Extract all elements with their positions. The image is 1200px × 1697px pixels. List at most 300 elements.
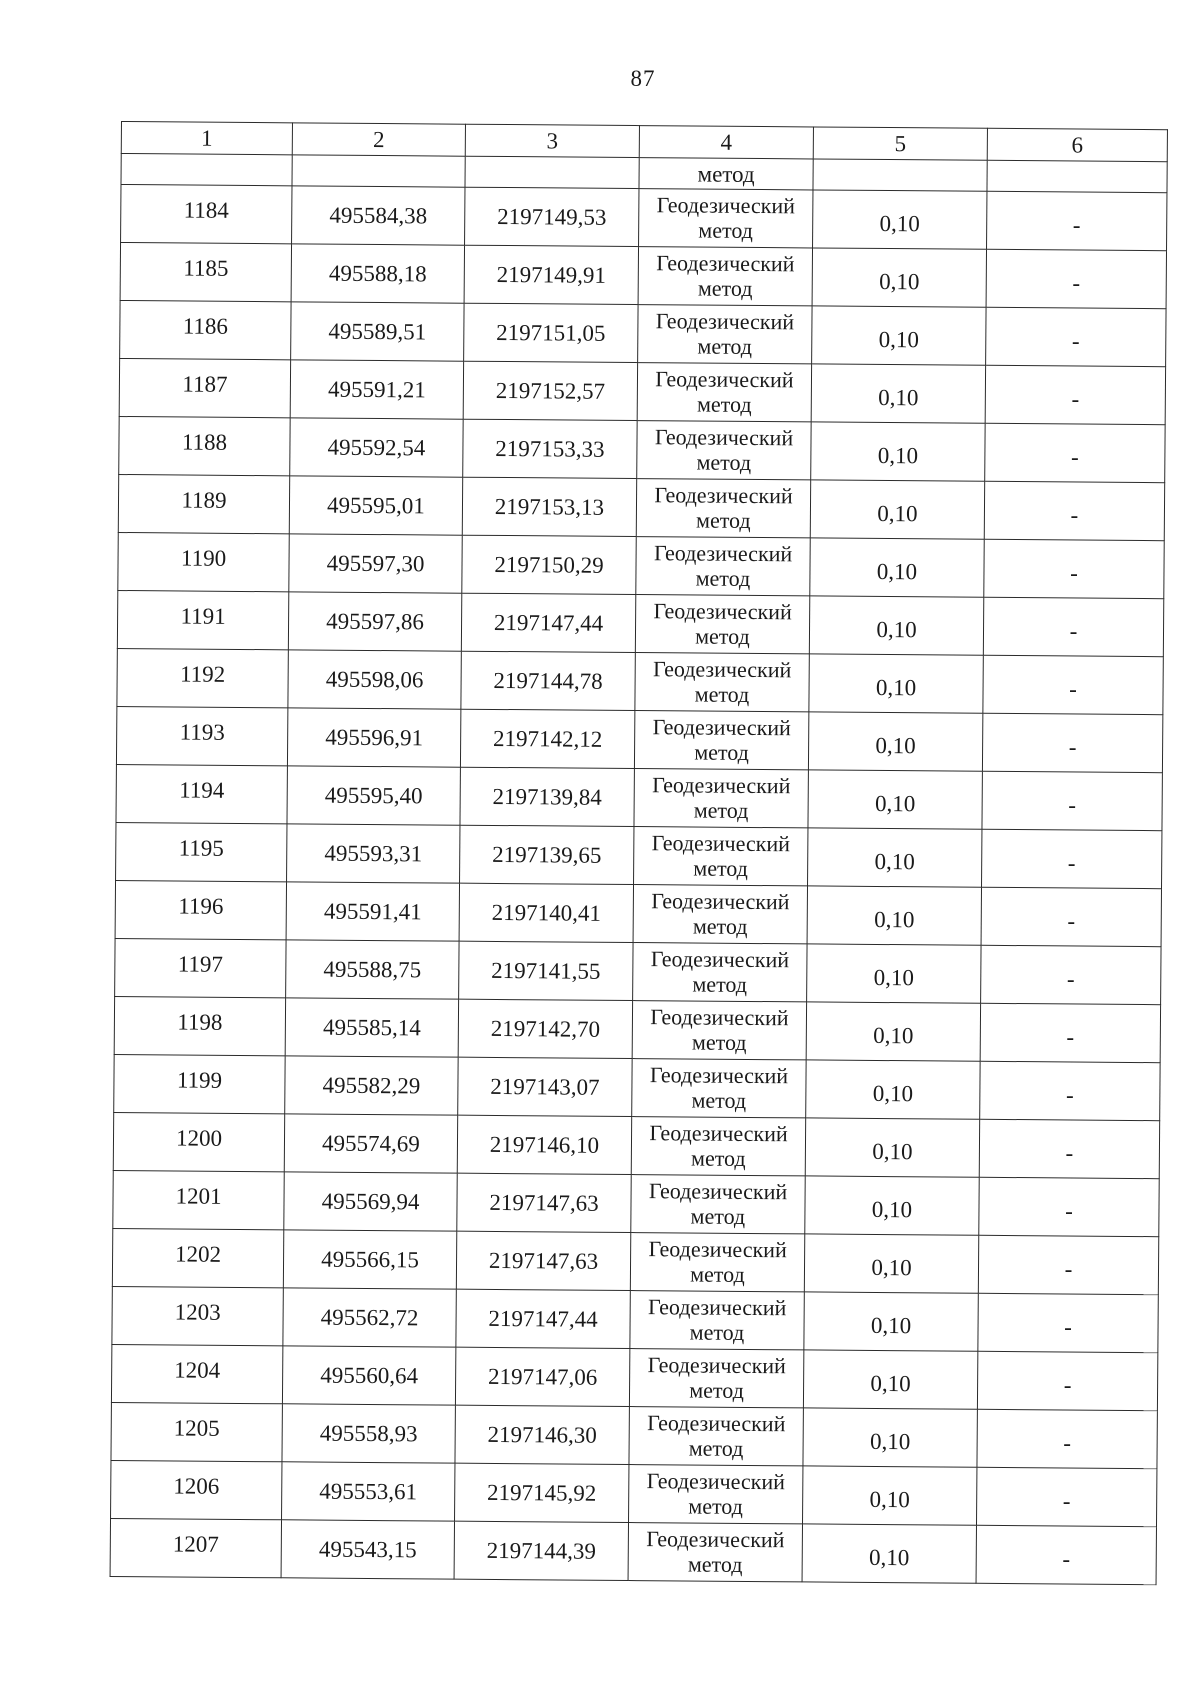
point-number-cell-text: 1189 — [181, 487, 227, 513]
point-number-cell — [114, 996, 285, 1055]
point-number-cell-text: 1185 — [183, 255, 229, 281]
coordinate-x-cell-text: 495589,51 — [328, 318, 427, 345]
point-number-cell-text: 1202 — [175, 1241, 222, 1267]
coordinate-x-cell-text: 495558,93 — [319, 1420, 418, 1447]
note-cell — [977, 1351, 1157, 1410]
point-number-cell — [116, 764, 287, 823]
accuracy-cell — [803, 1466, 977, 1525]
method-line-2: метод — [695, 565, 751, 591]
accuracy-cell-text: 0,10 — [869, 1544, 910, 1571]
method-line-2: метод — [697, 275, 753, 301]
note-cell-text: - — [1070, 502, 1079, 528]
coordinate-y-cell — [462, 477, 636, 536]
accuracy-cell — [809, 596, 983, 655]
point-number-cell-text: 1197 — [177, 951, 224, 977]
table-body — [110, 122, 1167, 1585]
table-row — [111, 1460, 1157, 1526]
note-cell — [980, 1003, 1160, 1062]
coordinates-table — [110, 121, 1168, 1585]
table-row — [111, 1402, 1157, 1468]
method-cell — [629, 1349, 803, 1408]
method-line-1: Геодезический — [655, 365, 794, 392]
accuracy-cell — [812, 248, 986, 307]
coordinate-y-cell-text: 2197147,63 — [489, 1189, 599, 1216]
table-row — [119, 358, 1165, 424]
note-cell — [983, 597, 1163, 656]
method-cell — [630, 1291, 804, 1350]
accuracy-cell — [804, 1292, 978, 1351]
point-number-cell-text: 1184 — [183, 197, 229, 223]
method-line-1: Геодезический — [652, 713, 791, 740]
note-cell-text: - — [1072, 270, 1081, 296]
coordinate-x-cell-text: 495584,38 — [329, 202, 428, 229]
note-cell — [987, 191, 1167, 250]
method-line-1: Геодезический — [648, 1235, 787, 1262]
coordinate-x-cell-text: 495593,31 — [324, 840, 423, 867]
accuracy-cell — [811, 422, 985, 481]
continuation-cell-2 — [292, 155, 465, 187]
note-cell — [976, 1525, 1156, 1584]
note-cell-text: - — [1063, 1430, 1072, 1456]
accuracy-cell-text: 0,10 — [871, 1254, 912, 1281]
coordinate-y-cell — [459, 883, 633, 942]
accuracy-cell-text: 0,10 — [874, 906, 915, 933]
table-row — [121, 185, 1167, 251]
table-row — [116, 764, 1162, 830]
note-cell — [981, 887, 1161, 946]
continuation-cell-method: метод — [639, 158, 813, 190]
coordinate-x-cell — [292, 186, 465, 245]
point-number-cell — [120, 300, 291, 359]
continuation-cell-5 — [813, 159, 987, 191]
table-row — [115, 880, 1161, 946]
note-cell-text: - — [1068, 792, 1077, 818]
coordinate-x-cell-text: 495562,72 — [320, 1304, 419, 1331]
point-number-cell-text: 1194 — [179, 777, 225, 803]
coordinate-y-cell — [464, 245, 638, 304]
note-cell-text: - — [1066, 966, 1075, 992]
coordinate-y-cell-text: 2197149,53 — [497, 203, 607, 230]
coordinate-y-cell — [455, 1347, 629, 1406]
accuracy-cell-text: 0,10 — [876, 616, 917, 643]
table-row — [118, 532, 1164, 598]
accuracy-cell-text: 0,10 — [873, 964, 915, 991]
header-cell-2: 2 — [292, 123, 465, 156]
method-cell — [637, 421, 811, 480]
point-number-cell — [117, 648, 288, 707]
point-number-cell — [116, 822, 287, 881]
table-row — [118, 474, 1164, 540]
method-cell — [633, 885, 807, 944]
note-cell-text: - — [1063, 1372, 1072, 1398]
method-line-1: Геодезический — [647, 1409, 786, 1436]
accuracy-cell-text: 0,10 — [871, 1196, 913, 1223]
accuracy-cell-text: 0,10 — [878, 384, 919, 411]
method-line-2: метод — [691, 1087, 747, 1113]
coordinate-y-cell — [455, 1463, 629, 1522]
header-cell-5: 5 — [813, 127, 987, 160]
point-number-cell — [118, 532, 289, 591]
point-number-cell — [112, 1286, 283, 1345]
note-cell-text: - — [1064, 1256, 1073, 1282]
coordinate-x-cell-text: 495597,86 — [326, 608, 425, 635]
method-line-1: Геодезический — [650, 1003, 789, 1030]
accuracy-cell — [810, 480, 984, 539]
note-cell-text: - — [1062, 1488, 1071, 1514]
coordinate-x-cell-text: 495596,91 — [325, 724, 424, 751]
table-row — [112, 1286, 1158, 1352]
method-line-2: метод — [689, 1377, 744, 1403]
accuracy-cell — [805, 1176, 979, 1235]
point-number-cell-text: 1203 — [174, 1299, 221, 1325]
coordinate-x-cell-text: 495574,69 — [322, 1130, 420, 1157]
table-row — [120, 300, 1166, 366]
accuracy-cell-text: 0,10 — [872, 1080, 914, 1107]
coordinates-table-wrapper — [110, 121, 1167, 1585]
coordinate-y-cell — [464, 303, 638, 362]
coordinate-x-cell-text: 495588,75 — [323, 956, 422, 983]
table-row — [112, 1228, 1158, 1294]
coordinate-x-cell-text: 495569,94 — [321, 1188, 420, 1215]
point-number-cell-text: 1201 — [175, 1183, 222, 1209]
method-cell — [636, 479, 810, 538]
coordinate-y-cell — [458, 1057, 632, 1116]
method-line-2: метод — [697, 333, 753, 359]
method-line-2: метод — [698, 217, 754, 243]
method-line-1: Геодезический — [648, 1177, 788, 1204]
coordinate-y-cell — [463, 419, 637, 478]
coordinate-x-cell-text: 495553,61 — [319, 1478, 418, 1505]
method-line-1: Геодезический — [654, 423, 794, 450]
point-number-cell-text: 1190 — [180, 545, 227, 571]
coordinate-y-cell — [456, 1289, 630, 1348]
method-cell — [635, 595, 809, 654]
accuracy-cell — [808, 770, 982, 829]
method-line-2: метод — [690, 1203, 746, 1229]
coordinate-x-cell-text: 495543,15 — [318, 1536, 417, 1563]
coordinate-y-cell-text: 2197146,10 — [489, 1131, 600, 1158]
method-line-2: метод — [690, 1261, 745, 1287]
coordinate-x-cell — [287, 708, 460, 767]
accuracy-cell — [802, 1524, 976, 1583]
note-cell-text: - — [1069, 618, 1078, 644]
coordinate-x-cell — [290, 418, 463, 477]
point-number-cell-text: 1193 — [179, 719, 225, 745]
note-cell — [976, 1467, 1156, 1526]
method-cell — [636, 537, 810, 596]
accuracy-cell-text: 0,10 — [874, 790, 916, 817]
header-cell-4: 4 — [639, 126, 813, 159]
point-number-cell — [121, 185, 292, 244]
accuracy-cell — [805, 1118, 979, 1177]
accuracy-cell — [811, 364, 985, 423]
accuracy-cell-text: 0,10 — [879, 210, 920, 237]
accuracy-cell-text: 0,10 — [879, 268, 920, 295]
method-cell — [639, 189, 813, 248]
note-cell-text: - — [1069, 676, 1077, 702]
accuracy-cell — [806, 1060, 980, 1119]
coordinate-y-cell-text: 2197153,13 — [494, 493, 605, 520]
coordinate-y-cell-text: 2197151,05 — [496, 319, 606, 346]
method-cell — [632, 1059, 806, 1118]
note-cell — [977, 1409, 1157, 1468]
continuation-cell-6 — [987, 160, 1167, 192]
point-number-cell-text: 1205 — [173, 1415, 220, 1441]
note-cell-text: - — [1071, 328, 1080, 354]
method-line-2: метод — [692, 913, 748, 939]
accuracy-cell-text: 0,10 — [870, 1312, 912, 1339]
coordinate-y-cell — [458, 999, 632, 1058]
accuracy-cell — [808, 828, 982, 887]
point-number-cell — [111, 1402, 282, 1461]
accuracy-cell — [806, 1002, 980, 1061]
coordinate-y-cell-text: 2197146,30 — [487, 1421, 597, 1448]
point-number-cell-text: 1186 — [182, 313, 229, 339]
point-number-cell — [114, 1054, 285, 1113]
method-line-1: Геодезический — [655, 307, 795, 334]
note-cell — [981, 945, 1161, 1004]
method-line-2: метод — [691, 1029, 747, 1055]
point-number-cell — [120, 243, 291, 302]
method-cell — [631, 1117, 805, 1176]
point-number-cell — [119, 358, 290, 417]
coordinate-x-cell — [290, 360, 463, 419]
coordinate-x-cell-text: 495585,14 — [322, 1014, 421, 1041]
method-line-1: Геодезический — [650, 945, 790, 972]
point-number-cell — [118, 474, 289, 533]
note-cell-text: - — [1071, 386, 1080, 412]
table-row — [113, 1112, 1159, 1178]
coordinate-x-cell — [286, 940, 459, 999]
coordinate-x-cell — [291, 302, 464, 361]
point-number-cell-text: 1187 — [182, 371, 228, 397]
method-cell — [631, 1175, 805, 1234]
coordinate-x-cell — [289, 476, 462, 535]
accuracy-cell-text: 0,10 — [873, 1022, 914, 1049]
coordinate-y-cell — [460, 767, 634, 826]
point-number-cell — [110, 1518, 281, 1577]
method-cell — [635, 653, 809, 712]
accuracy-cell-text: 0,10 — [874, 848, 915, 875]
coordinate-y-cell-text: 2197139,84 — [492, 783, 602, 810]
note-cell — [983, 655, 1163, 714]
table-row — [114, 996, 1160, 1062]
method-line-2: метод — [693, 797, 749, 823]
coordinate-x-cell — [282, 1462, 455, 1521]
point-number-cell — [112, 1228, 283, 1287]
coordinate-y-cell-text: 2197143,07 — [490, 1073, 600, 1100]
coordinate-y-cell — [461, 651, 635, 710]
point-number-cell-text: 1204 — [174, 1357, 221, 1383]
note-cell — [984, 539, 1164, 598]
accuracy-cell-text: 0,10 — [878, 326, 920, 353]
method-line-1: Геодезический — [653, 597, 792, 624]
accuracy-cell — [810, 538, 984, 597]
coordinate-y-cell-text: 2197139,65 — [492, 841, 602, 868]
coordinate-x-cell-text: 495595,40 — [324, 782, 423, 809]
method-line-1: Геодезический — [649, 1061, 789, 1088]
method-line-1: Геодезический — [652, 655, 792, 682]
coordinate-x-cell-text: 495566,15 — [321, 1246, 420, 1273]
note-cell-text: - — [1065, 1198, 1073, 1224]
note-cell — [978, 1293, 1158, 1352]
header-cell-3: 3 — [465, 124, 639, 157]
method-line-2: метод — [687, 1550, 743, 1577]
coordinate-y-cell — [460, 825, 634, 884]
note-cell-text: - — [1067, 908, 1076, 934]
point-number-cell — [115, 938, 286, 997]
method-line-2: метод — [690, 1145, 746, 1171]
coordinate-y-cell — [454, 1521, 628, 1580]
method-line-2: метод — [693, 855, 749, 881]
coordinate-y-cell-text: 2197147,44 — [493, 609, 604, 636]
method-line-2: метод — [696, 391, 752, 417]
coordinate-x-cell — [284, 1114, 457, 1173]
method-line-1: Геодезический — [653, 539, 793, 566]
coordinate-x-cell-text: 495595,01 — [327, 492, 425, 519]
method-line-1: Геодезический — [656, 191, 796, 218]
coordinate-x-cell-text: 495591,21 — [327, 376, 426, 403]
accuracy-cell — [804, 1234, 978, 1293]
note-cell — [985, 423, 1165, 482]
note-cell — [982, 713, 1162, 772]
table-row — [120, 243, 1166, 309]
note-cell — [978, 1235, 1158, 1294]
coordinate-x-cell — [284, 1172, 457, 1231]
coordinate-x-cell — [283, 1288, 456, 1347]
method-line-2: метод — [694, 681, 750, 707]
coordinate-y-cell-text: 2197149,91 — [496, 261, 607, 288]
method-cell — [634, 711, 808, 770]
method-cell — [637, 363, 811, 422]
point-number-cell-text: 1196 — [178, 893, 224, 919]
coordinate-y-cell — [462, 535, 636, 594]
coordinate-x-cell-text: 495598,06 — [325, 666, 424, 693]
method-cell — [634, 769, 808, 828]
method-line-1: Геодезический — [651, 829, 791, 856]
coordinate-x-cell — [289, 534, 462, 593]
coordinate-x-cell-text: 495588,18 — [328, 260, 427, 287]
coordinate-y-cell-text: 2197142,70 — [490, 1015, 601, 1042]
method-line-1: Геодезический — [647, 1351, 786, 1378]
accuracy-cell-text: 0,10 — [869, 1428, 911, 1455]
method-line-1: Геодезический — [646, 1467, 786, 1494]
coordinate-x-cell — [281, 1520, 454, 1579]
accuracy-cell — [803, 1408, 977, 1467]
method-cell — [628, 1523, 802, 1582]
accuracy-cell — [808, 712, 982, 771]
table-row — [116, 706, 1162, 772]
method-line-2: метод — [695, 623, 750, 649]
method-line-2: метод — [696, 449, 752, 475]
accuracy-cell — [807, 944, 981, 1003]
point-number-cell-text: 1199 — [176, 1067, 223, 1093]
note-cell-text: - — [1070, 560, 1078, 586]
method-line-1: Геодезический — [652, 771, 791, 798]
coordinate-y-cell — [461, 593, 635, 652]
coordinate-x-cell-text: 495592,54 — [327, 434, 426, 461]
point-number-cell — [113, 1170, 284, 1229]
coordinate-y-cell — [459, 941, 633, 1000]
method-line-1: Геодезический — [646, 1525, 785, 1552]
coordinate-y-cell-text: 2197147,63 — [488, 1247, 599, 1274]
continuation-cell-1 — [121, 154, 292, 186]
coordinate-x-cell-text: 495597,30 — [326, 550, 425, 577]
coordinate-y-cell-text: 2197153,33 — [495, 435, 605, 462]
point-number-cell-text: 1195 — [178, 835, 224, 861]
note-cell-text: - — [1072, 212, 1081, 238]
method-cell — [629, 1407, 803, 1466]
coordinate-y-cell-text: 2197147,44 — [488, 1305, 598, 1332]
point-number-cell — [116, 706, 287, 765]
method-line-1: Геодезический — [654, 481, 793, 508]
header-cell-1: 1 — [121, 122, 292, 155]
note-cell — [979, 1119, 1159, 1178]
point-number-cell-text: 1206 — [173, 1473, 220, 1499]
method-line-1: Геодезический — [649, 1119, 788, 1146]
method-line-2: метод — [694, 739, 749, 765]
method-line-1: Геодезический — [647, 1293, 787, 1320]
accuracy-cell-text: 0,10 — [872, 1138, 913, 1165]
coordinate-x-cell-text: 495582,29 — [322, 1072, 421, 1099]
continuation-cell-3 — [465, 156, 639, 188]
note-cell-text: - — [1068, 734, 1077, 760]
accuracy-cell — [812, 306, 986, 365]
method-cell — [629, 1465, 803, 1524]
accuracy-cell-text: 0,10 — [875, 732, 916, 759]
point-number-cell-text: 1191 — [180, 603, 226, 629]
coordinate-x-cell — [283, 1230, 456, 1289]
table-row — [114, 1054, 1160, 1120]
method-line-2: метод — [688, 1435, 744, 1461]
method-line-2: метод — [688, 1492, 744, 1519]
accuracy-cell-text: 0,10 — [876, 558, 918, 585]
coordinate-x-cell — [288, 592, 461, 651]
coordinate-y-cell — [455, 1405, 629, 1464]
point-number-cell — [111, 1344, 282, 1403]
note-cell-text: - — [1064, 1314, 1072, 1340]
coordinate-x-cell — [287, 824, 460, 883]
accuracy-cell-text: 0,10 — [869, 1486, 910, 1513]
point-number-cell — [115, 880, 286, 939]
coordinate-x-cell — [282, 1404, 455, 1463]
note-cell — [984, 481, 1164, 540]
coordinate-x-cell — [285, 998, 458, 1057]
table-row — [119, 416, 1165, 482]
accuracy-cell — [813, 190, 987, 249]
method-cell — [638, 305, 812, 364]
coordinate-y-cell — [456, 1231, 630, 1290]
table-row — [110, 1518, 1156, 1584]
method-cell — [633, 943, 807, 1002]
coordinate-y-cell-text: 2197141,55 — [491, 957, 601, 984]
note-cell-text: - — [1066, 1024, 1075, 1050]
header-cell-6: 6 — [987, 128, 1167, 161]
point-number-cell — [119, 416, 290, 475]
accuracy-cell — [809, 654, 983, 713]
table-row — [117, 648, 1163, 714]
point-number-cell-text: 1192 — [179, 661, 226, 687]
note-cell — [985, 365, 1165, 424]
coordinate-y-cell — [457, 1115, 631, 1174]
coordinate-y-cell-text: 2197142,12 — [492, 725, 603, 752]
method-cell — [630, 1233, 804, 1292]
table-row — [116, 822, 1162, 888]
coordinate-y-cell-text: 2197144,39 — [486, 1537, 597, 1564]
table-row — [113, 1170, 1159, 1236]
coordinate-x-cell-text: 495591,41 — [323, 898, 422, 925]
point-number-cell-text: 1207 — [172, 1531, 219, 1557]
